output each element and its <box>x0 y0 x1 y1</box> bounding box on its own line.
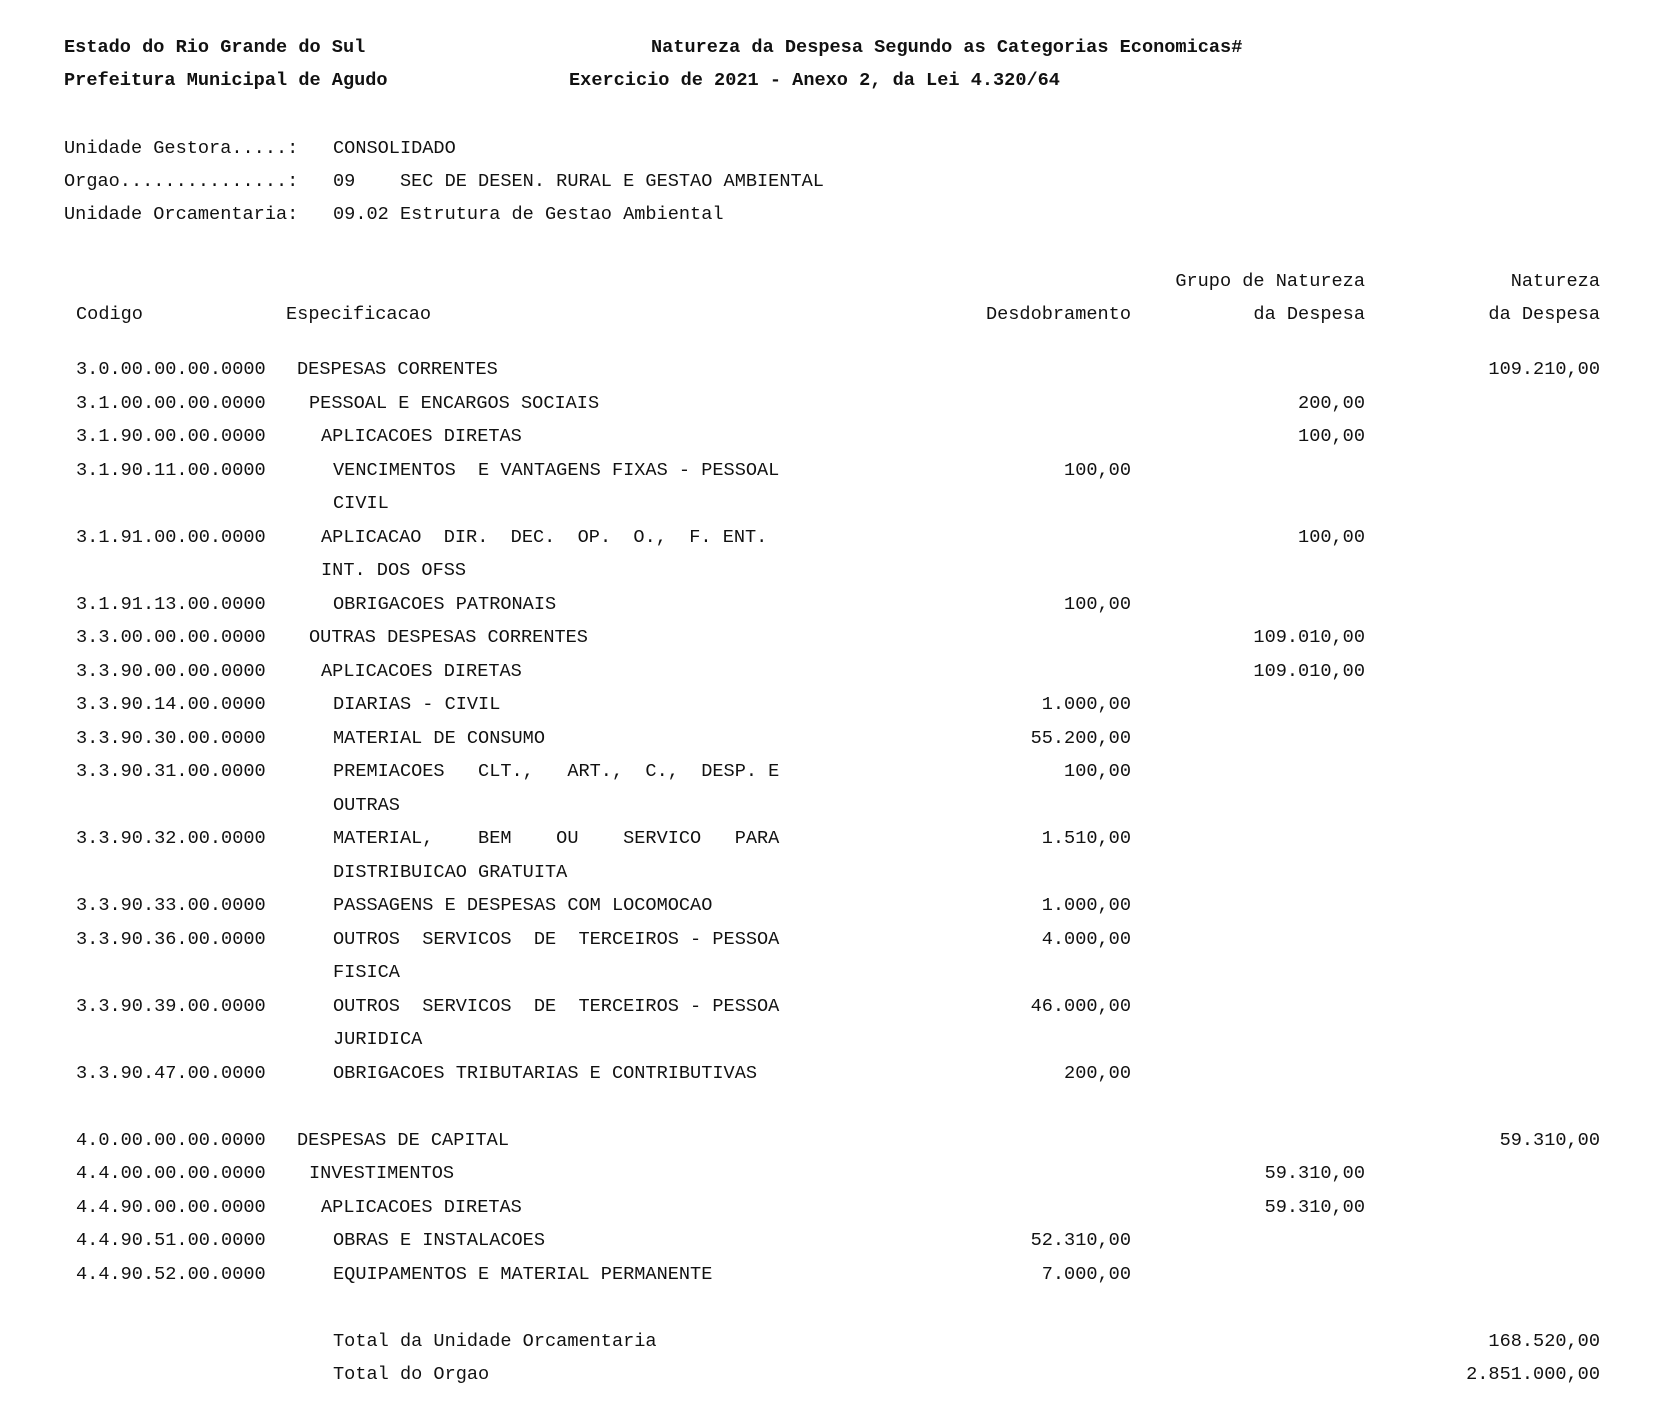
row-code: 3.3.90.47.00.0000 <box>76 1062 266 1084</box>
row-specification: DESPESAS DE CAPITAL <box>297 1129 510 1151</box>
row-specification: OBRIGACOES TRIBUTARIAS E CONTRIBUTIVAS <box>333 1062 758 1084</box>
row-grupo-value: 200,00 <box>1298 392 1365 414</box>
row-code: 3.3.90.33.00.0000 <box>76 895 266 916</box>
row-specification: OUTROS SERVICOS DE TERCEIROS - PESSOA <box>333 928 780 950</box>
row-specification: OUTRAS DESPESAS CORRENTES <box>309 627 588 648</box>
row-grupo-value: 109.010,00 <box>1253 627 1365 648</box>
row-specification: DIARIAS - CIVIL <box>333 694 501 715</box>
row-specification: EQUIPAMENTOS E MATERIAL PERMANENTE <box>333 1263 713 1285</box>
row-code: 3.1.90.11.00.0000 <box>76 459 266 481</box>
total-value: 168.520,00 <box>1488 1330 1600 1352</box>
row-specification: APLICACOES DIRETAS <box>321 426 522 447</box>
row-grupo-value: 100,00 <box>1298 426 1365 447</box>
col-header-natureza-line1: Natureza <box>1510 271 1600 292</box>
info-value-unidade-gestora: CONSOLIDADO <box>333 138 456 159</box>
total-label: Total do Orgao <box>333 1364 490 1385</box>
row-specification: DISTRIBUICAO GRATUITA <box>333 861 568 883</box>
row-specification: INT. DOS OFSS <box>321 560 467 581</box>
info-value-unidade-orcamentaria: 09.02 Estrutura de Gestao Ambiental <box>333 204 724 225</box>
row-grupo-value: 59.310,00 <box>1264 1163 1365 1184</box>
row-desdobramento-value: 52.310,00 <box>1030 1230 1131 1251</box>
row-natureza-value: 109.210,00 <box>1488 359 1600 380</box>
row-grupo-value: 59.310,00 <box>1264 1196 1365 1218</box>
row-code: 3.3.90.30.00.0000 <box>76 727 266 749</box>
info-value-orgao: 09 SEC DE DESEN. RURAL E GESTAO AMBIENTAL <box>333 171 824 192</box>
row-desdobramento-value: 1.510,00 <box>1041 828 1131 849</box>
report-subtitle: Exercicio de 2021 - Anexo 2, da Lei 4.320/64 <box>569 70 1060 91</box>
row-code: 3.1.91.00.00.0000 <box>76 526 266 548</box>
row-specification: PREMIACOES CLT., ART., C., DESP. E <box>333 761 780 782</box>
info-label-unidade-orcamentaria: Unidade Orcamentaria: <box>64 204 299 225</box>
info-label-orgao: Orgao...............: <box>64 171 299 192</box>
row-grupo-value: 100,00 <box>1298 526 1365 548</box>
row-specification: INVESTIMENTOS <box>309 1163 455 1184</box>
row-desdobramento-value: 7.000,00 <box>1041 1263 1131 1285</box>
row-desdobramento-value: 4.000,00 <box>1041 928 1131 950</box>
row-specification: PASSAGENS E DESPESAS COM LOCOMOCAO <box>333 895 713 916</box>
row-desdobramento-value: 100,00 <box>1064 761 1131 782</box>
row-specification: MATERIAL DE CONSUMO <box>333 727 546 749</box>
row-code: 3.3.90.39.00.0000 <box>76 995 266 1017</box>
state-name: Estado do Rio Grande do Sul <box>64 37 366 58</box>
row-code: 3.1.91.13.00.0000 <box>76 593 266 615</box>
col-header-grupo-line2: da Despesa <box>1253 304 1365 325</box>
row-specification: OUTRAS <box>333 794 400 816</box>
row-desdobramento-value: 1.000,00 <box>1041 694 1131 715</box>
row-code: 4.0.00.00.00.0000 <box>76 1129 266 1151</box>
row-specification: OUTROS SERVICOS DE TERCEIROS - PESSOA <box>333 995 780 1017</box>
row-code: 3.3.90.31.00.0000 <box>76 761 266 782</box>
row-desdobramento-value: 200,00 <box>1064 1062 1131 1084</box>
row-specification: DESPESAS CORRENTES <box>297 359 498 380</box>
row-natureza-value: 59.310,00 <box>1499 1129 1600 1151</box>
row-desdobramento-value: 55.200,00 <box>1030 727 1131 749</box>
row-code: 3.3.90.32.00.0000 <box>76 828 266 849</box>
row-code: 3.3.90.00.00.0000 <box>76 660 266 682</box>
row-specification: FISICA <box>333 962 400 983</box>
total-label: Total da Unidade Orcamentaria <box>333 1330 657 1352</box>
row-desdobramento-value: 1.000,00 <box>1041 895 1131 916</box>
col-header-grupo-line1: Grupo de Natureza <box>1175 271 1365 292</box>
row-code: 3.0.00.00.00.0000 <box>76 359 266 380</box>
row-specification: APLICACAO DIR. DEC. OP. O., F. ENT. <box>321 526 768 548</box>
row-specification: OBRAS E INSTALACOES <box>333 1230 546 1251</box>
row-code: 3.3.90.14.00.0000 <box>76 694 266 715</box>
row-code: 4.4.90.51.00.0000 <box>76 1230 266 1251</box>
row-specification: PESSOAL E ENCARGOS SOCIAIS <box>309 392 600 414</box>
row-code: 3.3.90.36.00.0000 <box>76 928 266 950</box>
row-grupo-value: 109.010,00 <box>1253 660 1365 682</box>
row-code: 3.1.00.00.00.0000 <box>76 392 266 414</box>
row-specification: JURIDICA <box>333 1029 423 1050</box>
report-title: Natureza da Despesa Segundo as Categorias Economicas# <box>651 37 1243 58</box>
row-specification: APLICACOES DIRETAS <box>321 660 522 682</box>
row-specification: OBRIGACOES PATRONAIS <box>333 593 557 615</box>
row-desdobramento-value: 46.000,00 <box>1030 995 1131 1017</box>
municipality-name: Prefeitura Municipal de Agudo <box>64 70 388 91</box>
col-header-natureza-line2: da Despesa <box>1488 304 1600 325</box>
row-code: 3.1.90.00.00.0000 <box>76 426 266 447</box>
col-header-desdobramento: Desdobramento <box>985 304 1131 325</box>
row-specification: MATERIAL, BEM OU SERVICO PARA <box>333 828 780 849</box>
row-specification: CIVIL <box>333 493 389 514</box>
row-code: 3.3.00.00.00.0000 <box>76 627 266 648</box>
row-desdobramento-value: 100,00 <box>1064 459 1131 481</box>
info-label-unidade-gestora: Unidade Gestora.....: <box>64 138 299 159</box>
col-header-codigo: Codigo <box>76 304 143 325</box>
row-desdobramento-value: 100,00 <box>1064 593 1131 615</box>
total-value: 2.851.000,00 <box>1466 1364 1600 1385</box>
row-specification: APLICACOES DIRETAS <box>321 1196 522 1218</box>
row-code: 4.4.90.52.00.0000 <box>76 1263 266 1285</box>
row-code: 4.4.00.00.00.0000 <box>76 1163 266 1184</box>
col-header-especificacao: Especificacao <box>286 304 432 325</box>
row-code: 4.4.90.00.00.0000 <box>76 1196 266 1218</box>
row-specification: VENCIMENTOS E VANTAGENS FIXAS - PESSOAL <box>333 459 780 481</box>
